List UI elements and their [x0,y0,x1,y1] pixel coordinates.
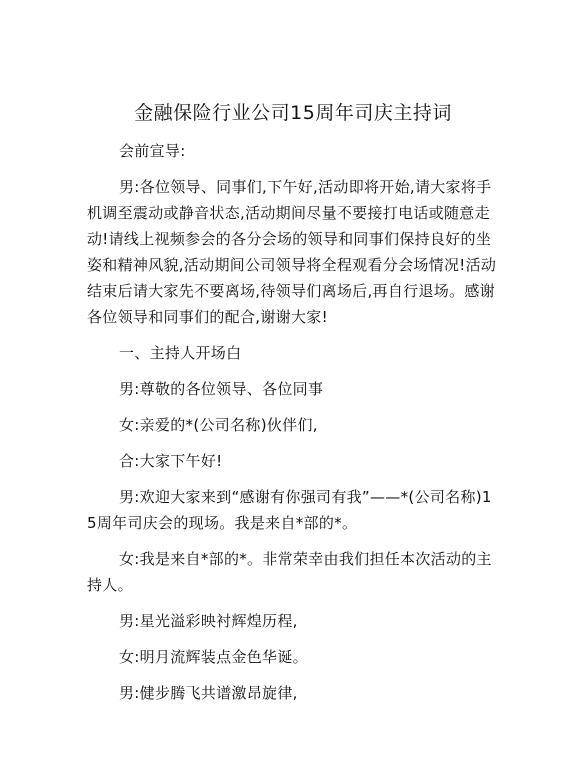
paragraph-male-welcome: 男:欢迎大家来到“感谢有你强司有我”——*(公司名称)15周年司庆会的现场。我是来自*部的*。 [87,488,492,532]
paragraph-male-line-1: 男:星光溢彩映衬辉煌历程, [119,612,298,630]
section-heading-opening: 一、主持人开场白 [119,344,242,362]
paragraph-male-notice: 男:各位领导、同事们,下午好,活动即将开始,请大家将手机调至震动或静音状态,活动期间尽量不要接打电话或随意走动!请线上视频参会的各分会场的领导和同事们保持良好的坐姿和精神风貌,活动期间公司领导将全程观看分会场情况!活动结束后请大家先不要离场,待领导们离场后,再自行退场。感谢各位领导和同事们的配合,谢谢大家! [87,178,497,326]
document-title: 金融保险行业公司15周年司庆主持词 [134,102,452,124]
document-body [87,138,499,716]
paragraph-together-greeting: 合:大家下午好! [119,452,223,470]
paragraph-male-line-2: 男:健步腾飞共谱激昂旋律, [119,684,298,702]
paragraph-female-line-1: 女:明月流辉装点金色华诞。 [119,648,308,666]
paragraph-female-greeting: 女:亲爱的*(公司名称)伙伴们, [119,416,318,434]
paragraph-male-greeting: 男:尊敬的各位领导、各位同事 [119,380,324,398]
paragraph-pre-meeting-notice: 会前宣导: [119,142,186,160]
paragraph-female-intro: 女:我是来自*部的*。非常荣幸由我们担任本次活动的主持人。 [87,550,492,594]
